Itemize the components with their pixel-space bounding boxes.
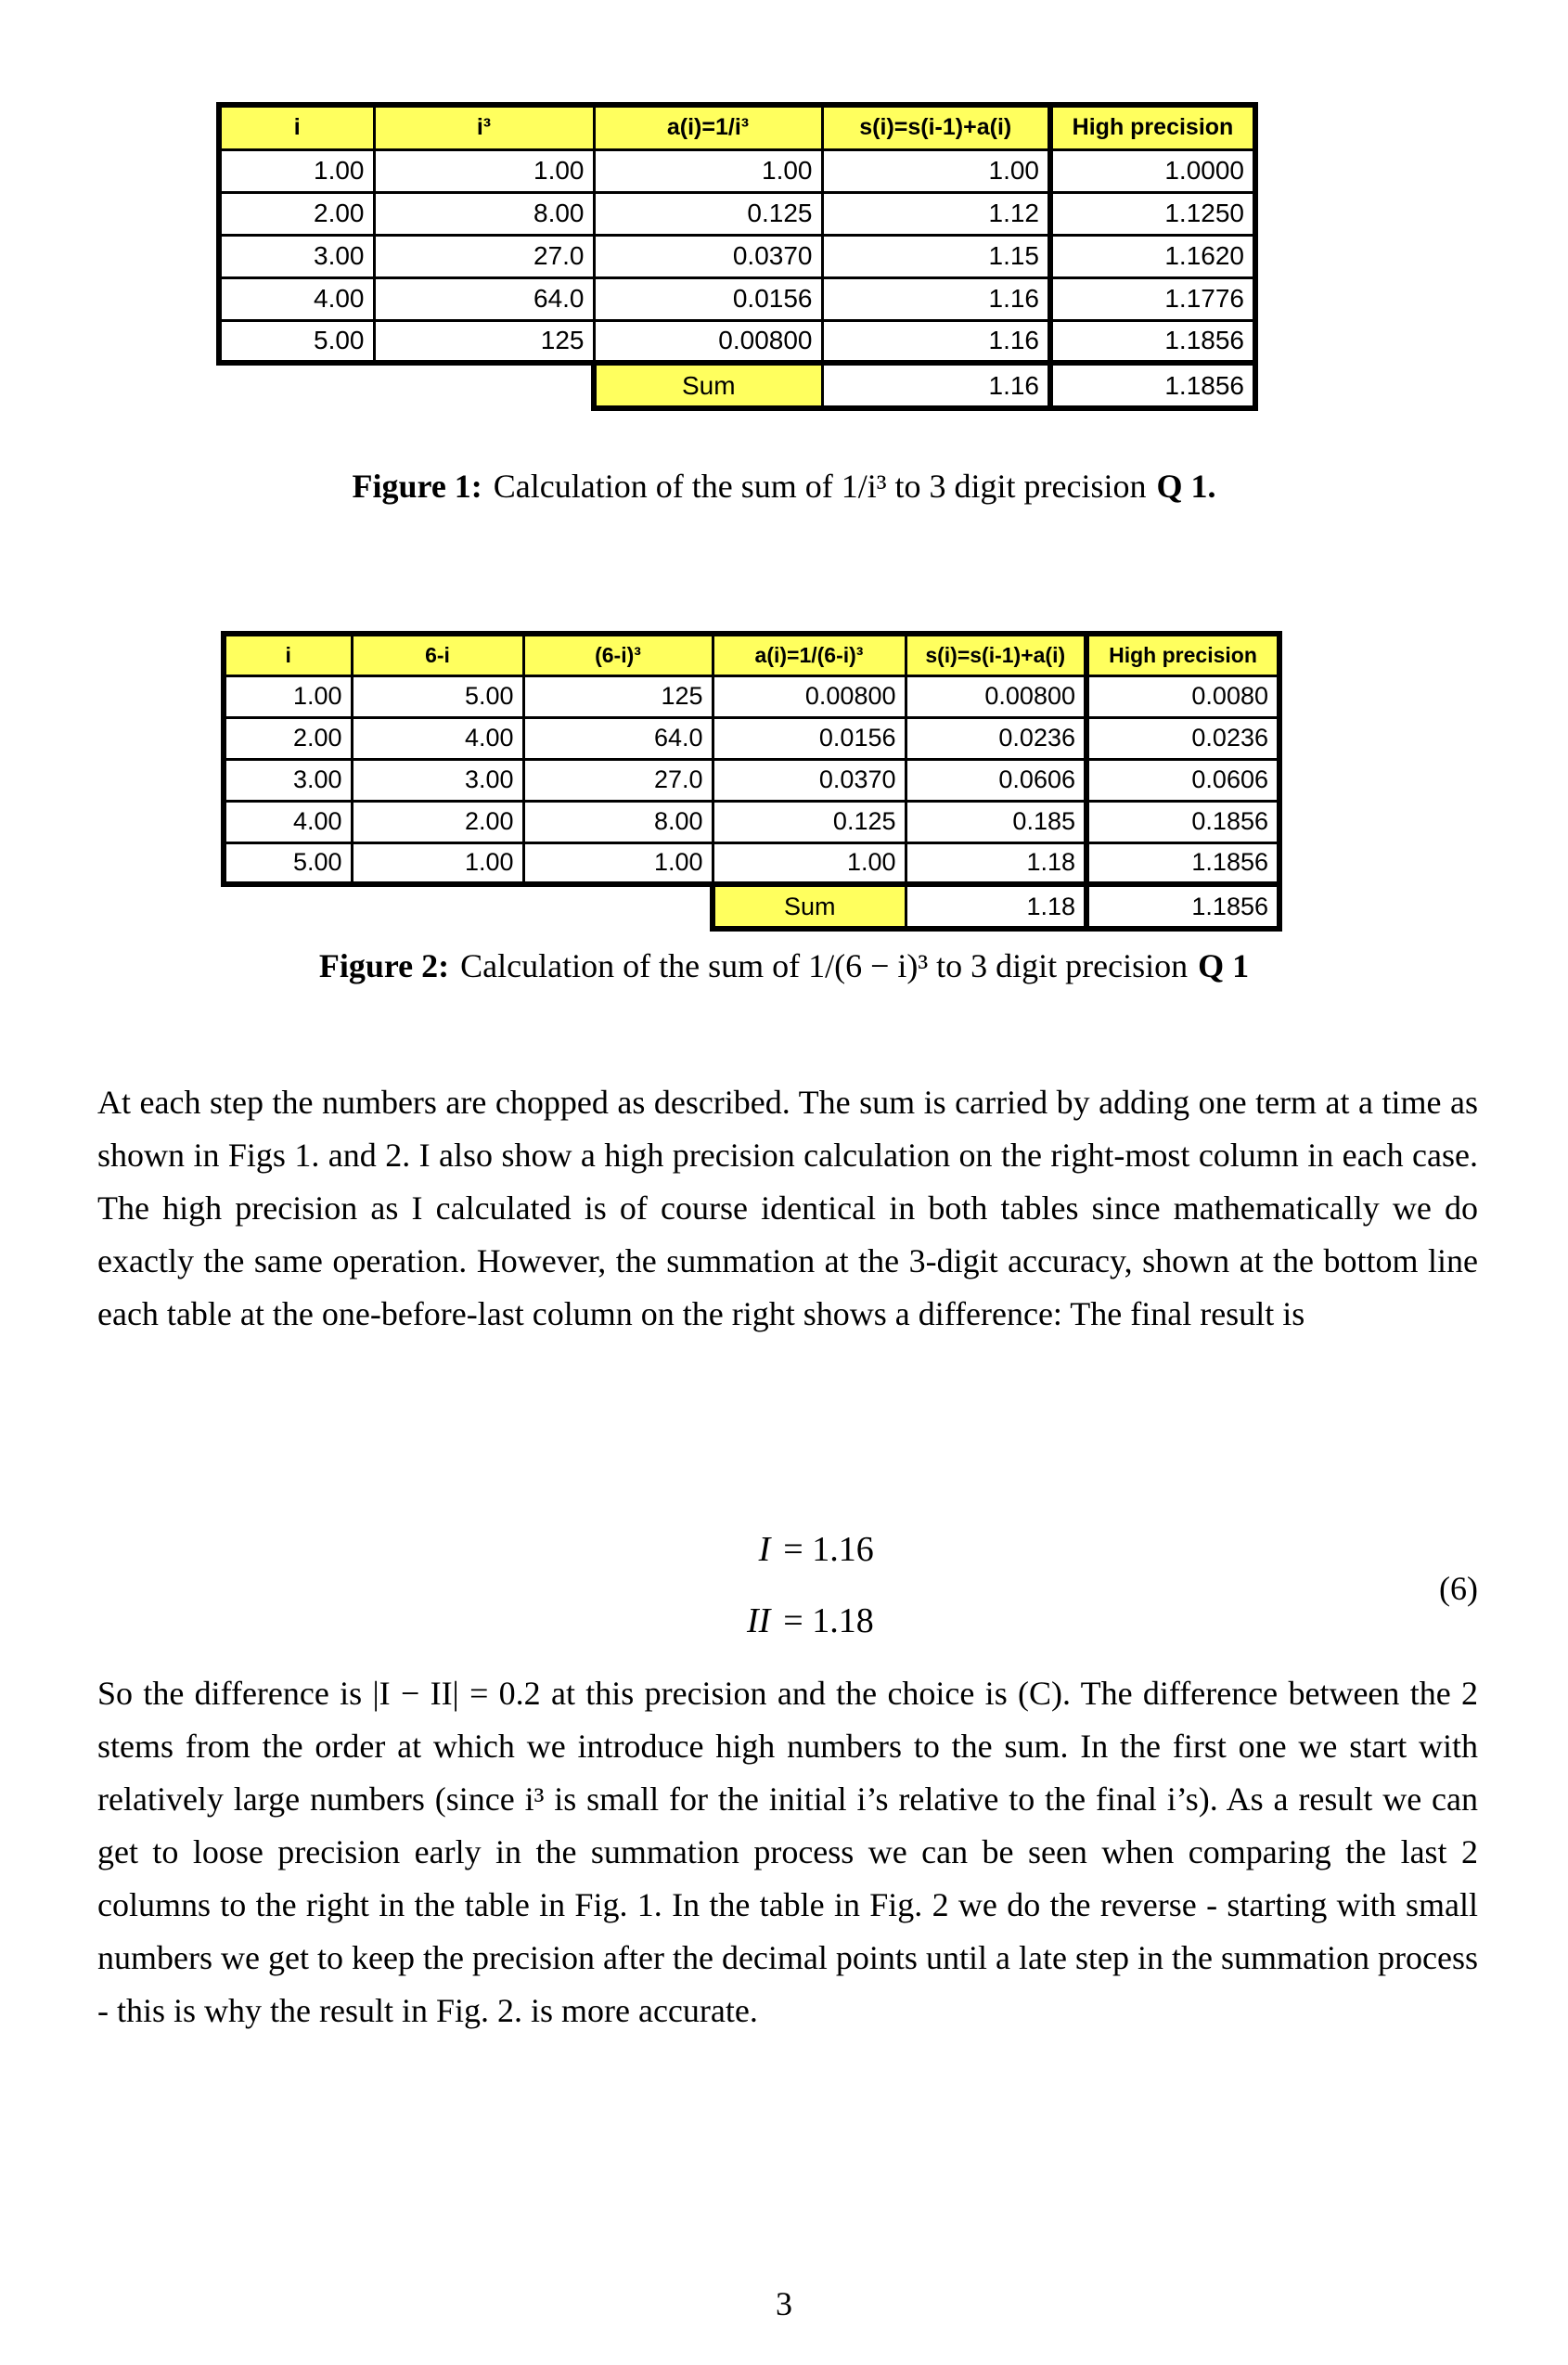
body-paragraph-2: So the difference is |I − II| = 0.2 at this precision and the choice is (C). The difference between the 2 stems from the order at which we introduce high numbers to the sum. In the first one we start with relatively large numbers (since i³ is small for the initial i’s relative to the final i’s). As a result we can get to loose precision early in the summation process we can be seen when comparing the last 2 columns to the right in the table in Fig. 1. In the table in Fig. 2 we do the reverse - starting with small numbers we get to keep the precision after the decimal points until a late step in the summation process - this is why the result in Fig. 2. is more accurate. — [97, 1675, 1478, 2029]
cell: 64.0 — [374, 277, 594, 320]
cell: 1.00 — [713, 842, 906, 884]
header-row — [224, 634, 1279, 675]
cell: 0.0606 — [1086, 759, 1279, 801]
cell: 1.00 — [374, 149, 594, 192]
figure1-caption — [93, 467, 1475, 506]
figure2-table — [221, 631, 1282, 932]
cell: 0.0370 — [594, 235, 822, 277]
sum-row — [713, 887, 1279, 929]
cell: 27.0 — [374, 235, 594, 277]
cell: 1.15 — [822, 235, 1050, 277]
cell: 125 — [374, 320, 594, 363]
column-header-high-precision: High precision — [1050, 105, 1255, 149]
cell: 0.0080 — [1086, 675, 1279, 717]
column-header-high-precision: High precision — [1086, 634, 1279, 675]
body-paragraph-1: At each step the numbers are chopped as described. The sum is carried by adding one term at a time as shown in Figs 1. and 2. I also show a high precision calculation on the right-most column in each case. The high precision as I calculated is of course identical in both tables since mathematically we do exactly the same operation. However, the summation at the 3-digit accuracy, shown at the bottom line each table at the one-before-last column on the right shows a difference: The final result is — [97, 1084, 1478, 1332]
table-row — [219, 149, 1255, 192]
cell: 0.125 — [713, 801, 906, 842]
figure2-caption-text: Calculation of the sum of 1/(6 − i)³ to 3 digit precision — [460, 947, 1189, 984]
figure1-sum-row — [591, 366, 1258, 411]
equation-lines — [701, 1514, 873, 1657]
cell: 1.18 — [906, 842, 1086, 884]
column-header-i-cubed: i³ — [374, 105, 594, 149]
figure1-table — [216, 102, 1258, 411]
table-row — [224, 842, 1279, 884]
cell: 0.00800 — [594, 320, 822, 363]
cell: 0.00800 — [906, 675, 1086, 717]
equation-line-1 — [701, 1514, 873, 1586]
sum-high-precision-value: 1.1856 — [1086, 887, 1279, 929]
cell: 1.16 — [822, 320, 1050, 363]
cell: 4.00 — [219, 277, 374, 320]
cell: 0.0370 — [713, 759, 906, 801]
cell: 1.1776 — [1050, 277, 1255, 320]
cell: 1.12 — [822, 192, 1050, 235]
cell: 27.0 — [523, 759, 713, 801]
sum-label: Sum — [713, 887, 906, 929]
sum-chopped-value: 1.16 — [822, 366, 1050, 408]
figure2-sum-row — [710, 887, 1282, 932]
header-row — [219, 105, 1255, 149]
column-header-a-i: a(i)=1/(6-i)³ — [713, 634, 906, 675]
table-row — [224, 801, 1279, 842]
column-header-6-minus-i: 6-i — [352, 634, 523, 675]
cell: 1.1856 — [1050, 320, 1255, 363]
cell: 1.0000 — [1050, 149, 1255, 192]
cell: 125 — [523, 675, 713, 717]
column-header-i: i — [224, 634, 352, 675]
cell: 3.00 — [352, 759, 523, 801]
cell: 1.00 — [822, 149, 1050, 192]
cell: 2.00 — [352, 801, 523, 842]
cell: 5.00 — [352, 675, 523, 717]
cell: 1.1250 — [1050, 192, 1255, 235]
figure2-caption-tail: Q 1 — [1198, 947, 1250, 984]
equation-value: = 1.18 — [783, 1601, 874, 1640]
table-row — [219, 277, 1255, 320]
equation-variable: I — [758, 1530, 771, 1569]
column-header-s-i: s(i)=s(i-1)+a(i) — [906, 634, 1086, 675]
figure2-caption-label: Figure 2: — [318, 947, 450, 984]
cell: 0.0156 — [713, 717, 906, 759]
cell: 1.00 — [352, 842, 523, 884]
column-header-s-i: s(i)=s(i-1)+a(i) — [822, 105, 1050, 149]
column-header-6-minus-i-cubed: (6-i)³ — [523, 634, 713, 675]
equation-block — [97, 1514, 1478, 1663]
cell: 1.1620 — [1050, 235, 1255, 277]
cell: 0.0236 — [906, 717, 1086, 759]
equation-value: = 1.16 — [783, 1530, 874, 1569]
cell: 2.00 — [224, 717, 352, 759]
equation-variable: II — [746, 1601, 771, 1640]
cell: 0.0606 — [906, 759, 1086, 801]
cell: 0.00800 — [713, 675, 906, 717]
cell: 2.00 — [219, 192, 374, 235]
cell: 5.00 — [224, 842, 352, 884]
cell: 0.0236 — [1086, 717, 1279, 759]
equation-line-2 — [701, 1586, 873, 1657]
cell: 4.00 — [352, 717, 523, 759]
cell: 8.00 — [523, 801, 713, 842]
figure1-caption-text: Calculation of the sum of 1/i³ to 3 digit precision — [493, 468, 1147, 505]
page-number: 3 — [776, 2285, 792, 2322]
cell: 0.1856 — [1086, 801, 1279, 842]
cell: 3.00 — [219, 235, 374, 277]
figure1-grid — [216, 102, 1258, 366]
figure1-caption-label: Figure 1: — [352, 468, 482, 505]
table-row — [224, 717, 1279, 759]
cell: 3.00 — [224, 759, 352, 801]
table-row — [224, 759, 1279, 801]
cell: 4.00 — [224, 801, 352, 842]
table-row — [219, 192, 1255, 235]
figure1-caption-tail: Q 1. — [1156, 468, 1216, 505]
table-row — [219, 320, 1255, 363]
cell: 0.185 — [906, 801, 1086, 842]
sum-chopped-value: 1.18 — [906, 887, 1086, 929]
sum-label: Sum — [594, 366, 822, 408]
cell: 1.00 — [224, 675, 352, 717]
cell: 1.1856 — [1086, 842, 1279, 884]
cell: 5.00 — [219, 320, 374, 363]
figure2-grid — [221, 631, 1282, 887]
column-header-i: i — [219, 105, 374, 149]
table-row — [224, 675, 1279, 717]
cell: 64.0 — [523, 717, 713, 759]
sum-high-precision-value: 1.1856 — [1050, 366, 1255, 408]
cell: 1.16 — [822, 277, 1050, 320]
cell: 1.00 — [594, 149, 822, 192]
equation-number: (6) — [1439, 1570, 1478, 1607]
sum-row — [594, 366, 1255, 408]
cell: 1.00 — [523, 842, 713, 884]
figure2-caption — [93, 946, 1475, 985]
cell: 0.125 — [594, 192, 822, 235]
cell: 1.00 — [219, 149, 374, 192]
cell: 0.0156 — [594, 277, 822, 320]
table-row — [219, 235, 1255, 277]
column-header-a-i: a(i)=1/i³ — [594, 105, 822, 149]
cell: 8.00 — [374, 192, 594, 235]
